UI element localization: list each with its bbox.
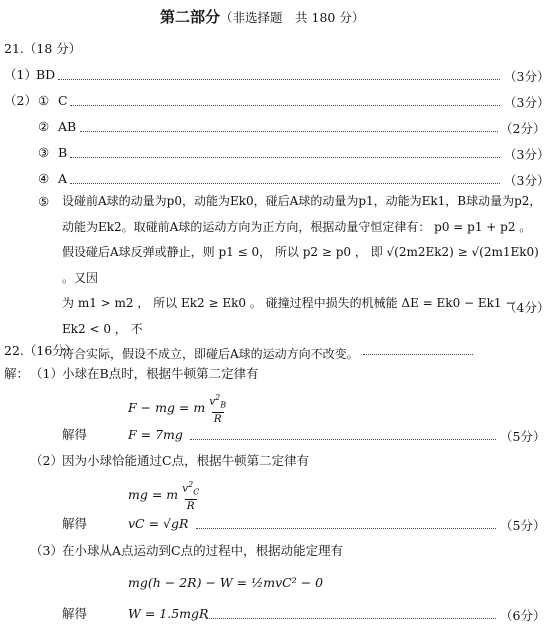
q21-item5-score: （4分） [504,300,550,315]
section-title-main: 第二部分 [160,8,221,26]
q22-part1-result: F = 7mg [128,427,183,442]
section-title-note: （非选择题 共 180 分） [220,10,365,25]
q22-solution-label: 解： [4,366,30,381]
eq-lhs: F − mg = m [128,399,206,415]
leader-dots [80,131,498,132]
q21-item-score: （3分） [504,95,550,110]
q21-p2-label: （2） [4,93,37,108]
leader-dots [70,105,500,106]
q22-part2-text: 因为小球恰能通过C点，根据牛顿第二定律有 [62,453,310,468]
q22-part2-result: vC = √gR [128,516,189,531]
q21-item5-num: ⑤ [38,194,50,209]
q21-item-answer: AB [58,119,77,134]
leader-dots [58,79,500,80]
q22-part1-equation [128,391,230,426]
q21-item-num: ① [38,93,50,108]
q21-item5-line: 假设碰后A球反弹或静止，则 p1 ≤ 0， 所以 p2 ≥ p0 ， 即 √(2m2Ek2) ≥ √(2m1Ek0) 。又因 [62,245,539,285]
q22-part2-solve-label: 解得 [62,516,88,531]
q21-p1-label: （1） [4,67,37,82]
q22-part1-label: （1） [30,366,63,381]
leader-dots [190,439,496,440]
q22-part3-solve-label: 解得 [62,606,88,621]
q21-item-answer: C [58,93,68,108]
q22-part3-equation: mg(h − 2R) − W = ½mvC² − 0 [128,575,324,590]
q21-item5-line: 符合实际，假设不成立，即碰后A球的运动方向不改变。 [62,342,542,368]
leader-dots [70,157,500,158]
leader-dots [206,618,496,619]
leader-dots [196,528,496,529]
q21-item-answer: B [58,145,68,160]
fraction: $\frac{v^2_B}{R}$ [209,393,227,425]
q22-part1-solve-label: 解得 [62,427,88,442]
q21-p1-score: （3分） [504,69,550,84]
q21-item-num: ④ [38,171,50,186]
q21-p1-answer: BD [36,67,56,82]
q22-part1-score: （5分） [500,429,546,444]
q21-item-num: ② [38,119,50,134]
q21-item5-text [62,189,542,368]
q22-part1-text: 小球在B点时，根据牛顿第二定律有 [62,366,259,381]
q22-part2-label: （2） [30,453,63,468]
q21-item-score: （3分） [504,173,550,188]
eq-lhs: mg = m [128,486,179,502]
q21-item-num: ③ [38,145,50,160]
q22-part2-equation [128,478,203,513]
q21-item-score: （2分） [500,121,546,136]
q22-part3-result: W = 1.5mgR [128,606,209,621]
q22-part2-score: （5分） [500,518,546,533]
q21-item5-line: 设碰前A球的动量为p0，动能为Ek0，碰后A球的动量为p1，动能为Ek1，B球动量为p2， [62,194,542,208]
q21-header: 21.（18 分） [4,41,82,56]
q22-part3-score: （6分） [500,608,546,623]
q22-part3-text: 在小球从A点运动到C点的过程中，根据动能定理有 [62,543,344,558]
q21-item5-line: 动能为Ek2。取碰前A球的运动方向为正方向，根据动量守恒定律有： p0 = p1 + p2 。 [62,219,532,234]
q21-item-answer: A [58,171,68,186]
fraction: $\frac{v^2_C}{R}$ [182,480,200,512]
leader-dots [363,354,473,355]
leader-dots [70,183,500,184]
q21-item-score: （3分） [504,147,550,162]
q21-item5-line: 为 m1 > m2 ， 所以 Ek2 ≥ Ek0 。 碰撞过程中损失的机械能 ΔE = Ek0 − Ek1 − Ek2 < 0 ， 不 [62,296,516,336]
q22-header: 22.（16分） [4,343,78,358]
section-title [160,6,364,27]
q22-part3-label: （3） [30,543,63,558]
